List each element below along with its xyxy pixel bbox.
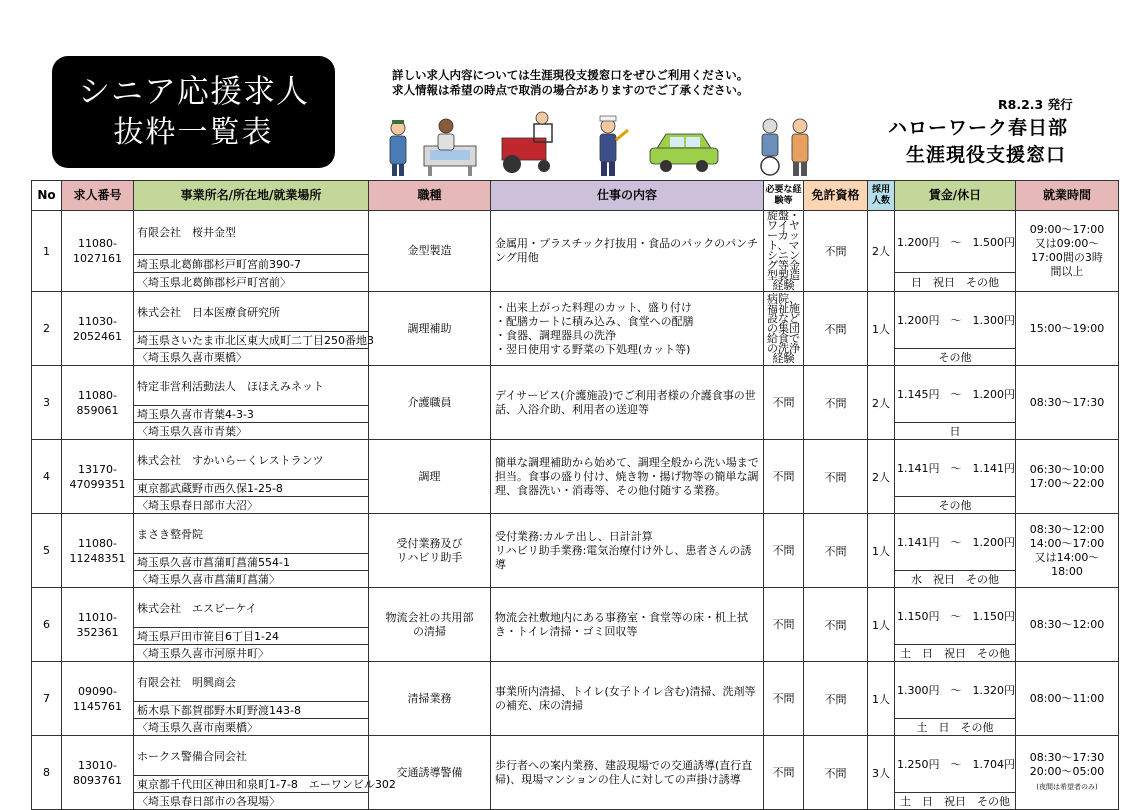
- workplace: 〈埼玉県久喜市青葉〉: [134, 423, 369, 440]
- job-content: 受付業務:カルテ出し、日計計算 リハビリ助手業務:電気治療付け外し、患者さんの誘導: [491, 514, 764, 588]
- license: 不問: [804, 440, 868, 514]
- license: 不問: [804, 211, 868, 292]
- company-address: 東京都武蔵野市西久保1-25-8: [134, 480, 369, 497]
- job-content: 金属用・プラスチック打抜用・食品のパックのパンチング用他: [491, 211, 764, 292]
- row-no: 6: [32, 588, 62, 662]
- hours-note: (夜間は希望者のみ): [1036, 783, 1098, 791]
- company-name: 株式会社 すかいらーくレストランツ: [134, 440, 369, 480]
- wage: 1.145円 ～ 1.200円: [895, 366, 1016, 423]
- workers-illustration: [384, 110, 832, 178]
- required-experience: 病院、福祉施設などの集団給食での洗浄経験: [764, 292, 804, 366]
- security-guard-icon: [600, 116, 628, 176]
- work-hours: [1016, 211, 1119, 292]
- wage: 1.250円 ～ 1.704円: [895, 736, 1016, 793]
- holidays: 土 日 その他: [895, 719, 1016, 736]
- required-experience: 旋盤・ワイヤーカット、マシニング等金型製造経験: [764, 211, 804, 292]
- wage: 1.141円 ～ 1.141円: [895, 440, 1016, 497]
- hours-text: 09:00～17:00 又は09:00～ 17:00間の3時 間以上: [1029, 223, 1105, 278]
- table-row: [32, 588, 1119, 628]
- job-content: 簡単な調理補助から始めて、調理全般から洗い場まで担当。食事の盛り付け、焼き物・揚げ物等の簡単な調理、食器洗い・消毒等、その他付随する業務。: [491, 440, 764, 514]
- title-line1: シニア応援求人: [77, 72, 309, 110]
- job-rows: [32, 211, 1119, 810]
- work-hours: [1016, 588, 1119, 662]
- issued-date: R8.2.3 発行: [998, 97, 1073, 112]
- required-experience: 不問: [764, 514, 804, 588]
- job-type: 調理: [369, 440, 491, 514]
- workplace: 〈埼玉県久喜市南栗橋〉: [134, 719, 369, 736]
- hires: 1人: [868, 662, 895, 736]
- hours-text: 08:30～17:30: [1029, 395, 1105, 409]
- header-wage: 賃金/休日: [895, 181, 1016, 211]
- notice-line1: 詳しい求人内容については生涯現役支援窓口をぜひご利用ください。: [392, 68, 749, 82]
- company-name: 株式会社 日本医療食研究所: [134, 292, 369, 332]
- job-type: 清掃業務: [369, 662, 491, 736]
- header-company: 事業所名/所在地/就業場所: [134, 181, 369, 211]
- company-address: 栃木県下都賀郡野木町野渡143-8: [134, 702, 369, 719]
- row-no: 7: [32, 662, 62, 736]
- header-license: 免許資格: [804, 181, 868, 211]
- job-number: 11080- 1027161: [62, 211, 134, 292]
- job-number: 09090- 1145761: [62, 662, 134, 736]
- job-number: 11080- 11248351: [62, 514, 134, 588]
- hours-text: 08:00～11:00: [1029, 691, 1105, 705]
- header-experience: 必要な経験等: [764, 181, 804, 211]
- workplace: 〈埼玉県久喜市菖蒲町菖蒲〉: [134, 571, 369, 588]
- company-address: 埼玉県北葛飾郡杉戸町宮前390-7: [134, 254, 369, 273]
- hours-text: 15:00～19:00: [1029, 321, 1105, 335]
- row-no: 8: [32, 736, 62, 810]
- hires: 2人: [868, 211, 895, 292]
- table-row: [32, 366, 1119, 406]
- job-type: 受付業務及び リハビリ助手: [369, 514, 491, 588]
- wage: 1.150円 ～ 1.150円: [895, 588, 1016, 645]
- workplace: 〈埼玉県春日部市大沼〉: [134, 497, 369, 514]
- job-number: 11030- 2052461: [62, 292, 134, 366]
- wage: 1.200円 ～ 1.500円: [895, 211, 1016, 273]
- required-experience: 不問: [764, 440, 804, 514]
- job-content: 事業所内清掃、トイレ(女子トイレ含む)清掃、洗剤等の補充、床の清掃: [491, 662, 764, 736]
- caregiver-icon: [761, 119, 808, 176]
- hires: 1人: [868, 292, 895, 366]
- job-type: 調理補助: [369, 292, 491, 366]
- table-row: [32, 514, 1119, 554]
- holidays: 日 祝日 その他: [895, 273, 1016, 292]
- notice: [392, 68, 749, 98]
- required-experience: 不問: [764, 662, 804, 736]
- job-content: 歩行者への案内業務、建設現場での交通誘導(直行直帰)、現場マンションの住人に対しての声掛け誘導: [491, 736, 764, 810]
- company-address: 東京都千代田区神田和泉町1-7-8 エーワンビル302: [134, 776, 369, 793]
- title-box: [52, 56, 335, 168]
- job-number: 13170- 47099351: [62, 440, 134, 514]
- hours-text: 08:30～12:00: [1029, 617, 1105, 631]
- hires: 1人: [868, 588, 895, 662]
- row-no: 3: [32, 366, 62, 440]
- license: 不問: [804, 588, 868, 662]
- holidays: 土 日 祝日 その他: [895, 645, 1016, 662]
- header-content: 仕事の内容: [491, 181, 764, 211]
- company-name: まさき整骨院: [134, 514, 369, 554]
- work-hours: [1016, 440, 1119, 514]
- company-name: 特定非営利活動法人 ほほえみネット: [134, 366, 369, 406]
- table-row: [32, 662, 1119, 702]
- company-address: 埼玉県戸田市笹目6丁目1-24: [134, 628, 369, 645]
- license: 不問: [804, 662, 868, 736]
- workplace: 〈埼玉県久喜市栗橋〉: [134, 349, 369, 366]
- company-address: 埼玉県さいたま市北区東大成町二丁目250番地3: [134, 332, 369, 349]
- hires: 3人: [868, 736, 895, 810]
- row-no: 5: [32, 514, 62, 588]
- tractor-icon: [502, 112, 552, 173]
- table-row: [32, 292, 1119, 332]
- job-content: 物流会社敷地内にある事務室・食堂等の床・机上拭き・トイレ清掃・ゴミ回収等: [491, 588, 764, 662]
- license: 不問: [804, 736, 868, 810]
- job-number: 13010- 8093761: [62, 736, 134, 810]
- wage: 1.141円 ～ 1.200円: [895, 514, 1016, 571]
- hours-text: 06:30～10:00 17:00～22:00: [1029, 462, 1105, 490]
- header-job-number: 求人番号: [62, 181, 134, 211]
- workplace: 〈埼玉県春日部市の各現場〉: [134, 793, 369, 810]
- company-name: ホークス警備合同会社: [134, 736, 369, 776]
- holidays: 水 祝日 その他: [895, 571, 1016, 588]
- hires: 2人: [868, 440, 895, 514]
- office-name: ハローワーク春日部: [888, 117, 1069, 139]
- holidays: 土 日 祝日 その他: [895, 793, 1016, 810]
- job-number: 11010- 352361: [62, 588, 134, 662]
- work-hours: [1016, 366, 1119, 440]
- holidays: その他: [895, 497, 1016, 514]
- work-hours: [1016, 514, 1119, 588]
- holidays: 日: [895, 423, 1016, 440]
- required-experience: 不問: [764, 366, 804, 440]
- hours-text: 08:30～12:00 14:00～17:00 又は14:00～ 18:00: [1029, 522, 1105, 578]
- work-hours: [1016, 292, 1119, 366]
- header-hires: 採用人数: [868, 181, 895, 211]
- header-hours: 就業時間: [1016, 181, 1119, 211]
- table-row: [32, 211, 1119, 255]
- hires: 1人: [868, 514, 895, 588]
- row-no: 1: [32, 211, 62, 292]
- factory-worker-icon: [390, 120, 406, 176]
- hires: 2人: [868, 366, 895, 440]
- job-table: [31, 180, 1119, 810]
- work-hours: [1016, 662, 1119, 736]
- workplace: 〈埼玉県久喜市河原井町〉: [134, 645, 369, 662]
- company-name: 株式会社 エスビーケイ: [134, 588, 369, 628]
- work-hours: [1016, 736, 1119, 810]
- car-icon: [650, 134, 718, 172]
- wage: 1.200円 ～ 1.300円: [895, 292, 1016, 349]
- workplace: 〈埼玉県北葛飾郡杉戸町宮前〉: [134, 273, 369, 292]
- office-desk: 生涯現役支援窓口: [906, 144, 1067, 166]
- header-job-type: 職種: [369, 181, 491, 211]
- job-type: 物流会社の共用部 の清掃: [369, 588, 491, 662]
- table-header-row: [32, 181, 1119, 211]
- wage: 1.300円 ～ 1.320円: [895, 662, 1016, 719]
- required-experience: 不問: [764, 736, 804, 810]
- job-type: 介護職員: [369, 366, 491, 440]
- hours-text: 08:30～17:30 20:00～05:00: [1029, 751, 1105, 778]
- company-address: 埼玉県久喜市青葉4-3-3: [134, 406, 369, 423]
- holidays: その他: [895, 349, 1016, 366]
- company-address: 埼玉県久喜市菖蒲町菖蒲554-1: [134, 554, 369, 571]
- job-number: 11080- 859061: [62, 366, 134, 440]
- cook-worker-icon: [424, 119, 476, 176]
- job-type: 金型製造: [369, 211, 491, 292]
- title-line2: 抜粋一覧表: [113, 115, 274, 150]
- job-type: 交通誘導警備: [369, 736, 491, 810]
- job-content: デイサービス(介護施設)でご利用者様の介護食事の世話、入浴介助、利用者の送迎等: [491, 366, 764, 440]
- table-row: [32, 736, 1119, 776]
- table-row: [32, 440, 1119, 480]
- row-no: 2: [32, 292, 62, 366]
- company-name: 有限会社 明興商会: [134, 662, 369, 702]
- row-no: 4: [32, 440, 62, 514]
- notice-line2: 求人情報は希望の時点で取消の場合がありますのでご了承ください。: [392, 83, 749, 97]
- license: 不問: [804, 292, 868, 366]
- job-content: ・出来上がった料理のカット、盛り付け ・配膳カートに積み込み、食堂への配膳 ・食器、調理器具の洗浄 ・翌日使用する野菜の下処理(カット等): [491, 292, 764, 366]
- company-name: 有限会社 桜井金型: [134, 211, 369, 255]
- header-no: No: [32, 181, 62, 211]
- license: 不問: [804, 366, 868, 440]
- required-experience: 不問: [764, 588, 804, 662]
- license: 不問: [804, 514, 868, 588]
